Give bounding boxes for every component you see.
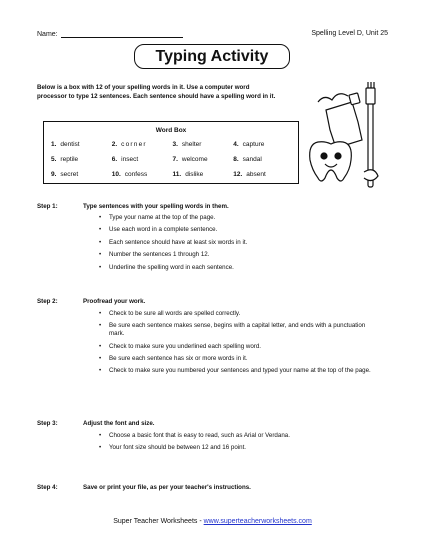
word-item: [112, 141, 173, 148]
word-item: [173, 141, 234, 148]
intro-text: Below is a box with 12 of your spelling words in it. Use a computer word processor to type 12 sentences. Each sentence should have a spelling word in it.: [37, 84, 276, 100]
word-item: [51, 156, 112, 163]
bullet-item: • Type your name at the top of the page.: [99, 214, 379, 222]
name-field: [37, 30, 183, 38]
word-text: reptile: [60, 156, 79, 163]
bullet-item: • Check to make sure you underlined each spelling word.: [99, 343, 379, 351]
word-number: 7.: [172, 156, 178, 163]
word-box-title: Word Box: [155, 127, 187, 134]
word-number: 12.: [233, 171, 243, 178]
word-row: [51, 141, 294, 148]
word-text: corner: [121, 141, 147, 148]
step-label: Step 4:: [37, 484, 58, 491]
word-text: absent: [246, 171, 266, 178]
word-number: 2.: [111, 141, 118, 148]
bullet-item: • Be sure each sentence has six or more words in it.: [99, 355, 379, 363]
word-item: [173, 156, 234, 163]
bullet-item: • Use each word in a complete sentence.: [99, 226, 379, 234]
tooth-toothpaste-toothbrush-icon: [306, 80, 386, 190]
name-label: Name:: [37, 31, 58, 38]
level-label: Spelling Level D, Unit 25: [311, 30, 388, 37]
word-item: [233, 171, 294, 178]
step-title: Save or print your file, as per your teacher's instructions.: [83, 484, 251, 491]
word-text: insect: [121, 156, 139, 163]
word-text: confess: [124, 171, 148, 178]
word-row: [51, 156, 294, 163]
step-bullets: [99, 310, 379, 380]
word-item: [112, 156, 173, 163]
word-item: [51, 171, 112, 178]
bullet-item: • Underline the spelling word in each sentence.: [99, 264, 379, 272]
bullet-item: • Your font size should be between 12 and 16 point.: [99, 444, 379, 452]
step-label: Step 2:: [37, 298, 58, 305]
word-number: 5.: [51, 156, 57, 163]
word-box: [43, 121, 299, 184]
bullet-item: • Be sure each sentence makes sense, begins with a capital letter, and ends with a punctuation mark.: [99, 322, 379, 338]
name-line: [61, 30, 183, 38]
page-title: [134, 44, 290, 69]
word-text: welcome: [181, 156, 208, 163]
bullet-item: • Each sentence should have at least six words in it.: [99, 239, 379, 247]
word-number: 8.: [233, 156, 239, 163]
step-label: Step 1:: [37, 203, 58, 210]
word-text: secret: [60, 171, 79, 178]
word-text: capture: [242, 141, 265, 148]
footer-text: Super Teacher Worksheets -: [113, 518, 204, 525]
step-label: Step 3:: [37, 420, 58, 427]
word-number: 10.: [111, 171, 121, 178]
word-number: 11.: [172, 171, 182, 178]
word-item: [233, 141, 294, 148]
step-bullets: [99, 432, 379, 457]
footer-link[interactable]: www.superteacherworksheets.com: [203, 518, 312, 525]
footer: [0, 518, 425, 525]
bullet-item: • Choose a basic font that is easy to read, such as Arial or Verdana.: [99, 432, 379, 440]
word-number: 1.: [51, 141, 57, 148]
word-text: sandal: [242, 156, 262, 163]
bullet-item: • Check to be sure all words are spelled correctly.: [99, 310, 379, 318]
word-text: shelter: [181, 141, 202, 148]
step-title: Type sentences with your spelling words in them.: [83, 203, 229, 210]
word-text: dentist: [60, 141, 80, 148]
step-title: Proofread your work.: [83, 298, 146, 305]
word-item: [51, 141, 112, 148]
page-title-text: Typing Activity: [155, 47, 269, 65]
word-item: [233, 156, 294, 163]
word-number: 9.: [51, 171, 57, 178]
step-title: Adjust the font and size.: [83, 420, 155, 427]
bullet-item: • Check to make sure you numbered your sentences and typed your name at the top of the page.: [99, 367, 379, 375]
word-item: [112, 171, 173, 178]
word-item: [173, 171, 234, 178]
word-text: dislike: [185, 171, 204, 178]
word-number: 6.: [111, 156, 118, 163]
word-number: 4.: [233, 141, 239, 148]
bullet-item: • Number the sentences 1 through 12.: [99, 251, 379, 259]
word-row: [51, 171, 294, 178]
step-bullets: [99, 214, 379, 276]
word-number: 3.: [172, 141, 178, 148]
